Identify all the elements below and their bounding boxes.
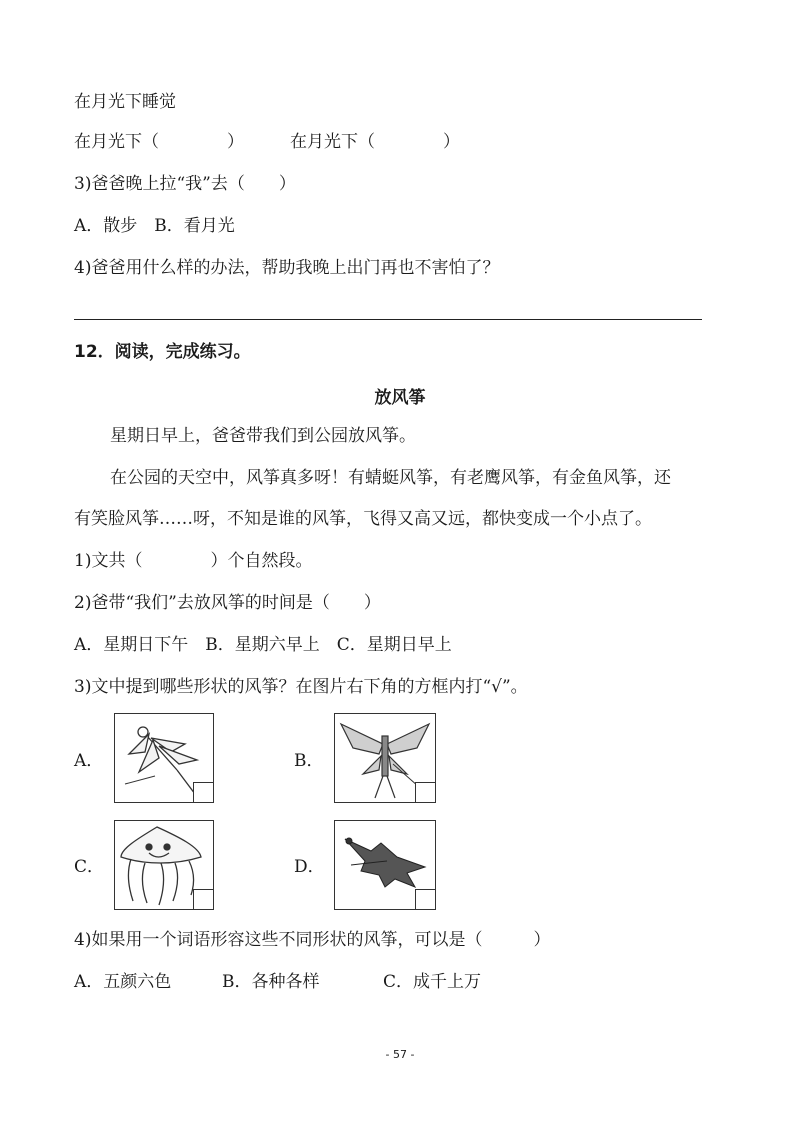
sleep-in-moonlight-line: 在月光下睡觉 <box>74 92 176 112</box>
question-3: 3)文中提到哪些形状的风筝？在图片右下角的方框内打“√”。 <box>74 677 528 697</box>
option-b-label: B． <box>294 751 324 771</box>
question-4-option-c[interactable]: C．成千上万 <box>383 972 482 992</box>
answer-line[interactable] <box>74 319 702 320</box>
option-d-checkbox[interactable] <box>415 889 435 909</box>
option-d-label: D． <box>294 857 325 877</box>
option-b-checkbox[interactable] <box>415 782 435 802</box>
question-3-prev-options[interactable]: A．散步 B．看月光 <box>74 216 235 236</box>
question-2-options[interactable]: A．星期日下午 B．星期六早上 C．星期日早上 <box>74 635 452 655</box>
question-4-option-b[interactable]: B．各种各样 <box>222 972 320 992</box>
question-1: 1)文共（ ）个自然段。 <box>74 551 313 571</box>
passage-paragraph-2a: 在公园的天空中，风筝真多呀！有蜻蜓风筝，有老鹰风筝，有金鱼风筝，还 <box>110 468 671 488</box>
question-4-option-a[interactable]: A．五颜六色 <box>74 972 172 992</box>
passage-paragraph-2b: 有笑脸风筝……呀，不知是谁的风筝，飞得又高又远，都快变成一个小点了。 <box>74 509 652 529</box>
question-4: 4)如果用一个词语形容这些不同形状的风筝，可以是（ ） <box>74 930 551 950</box>
question-2: 2)爸带“我们”去放风筝的时间是（ ） <box>74 593 381 613</box>
passage-paragraph-1: 星期日早上，爸爸带我们到公园放风筝。 <box>110 426 416 446</box>
dragonfly-kite-picture <box>114 713 214 803</box>
fill-in-blank-1[interactable]: 在月光下（ ） <box>74 132 244 152</box>
fill-in-blank-2[interactable]: 在月光下（ ） <box>290 132 460 152</box>
passage-title: 放风筝 <box>374 388 426 408</box>
butterfly-kite-picture <box>334 713 436 803</box>
option-a-checkbox[interactable] <box>193 782 213 802</box>
smiley-face-kite-picture <box>114 820 214 910</box>
option-c-label: C． <box>74 857 105 877</box>
question-4-prev: 4)爸爸用什么样的办法，帮助我晚上出门再也不害怕了？ <box>74 258 500 278</box>
question-3-prev: 3)爸爸晚上拉“我”去（ ） <box>74 174 296 194</box>
page-number: - 57 - <box>385 1048 415 1061</box>
option-a-label: A． <box>74 751 104 771</box>
option-c-checkbox[interactable] <box>193 889 213 909</box>
section-heading: 12．阅读，完成练习。 <box>74 342 251 362</box>
eagle-kite-picture <box>334 820 436 910</box>
